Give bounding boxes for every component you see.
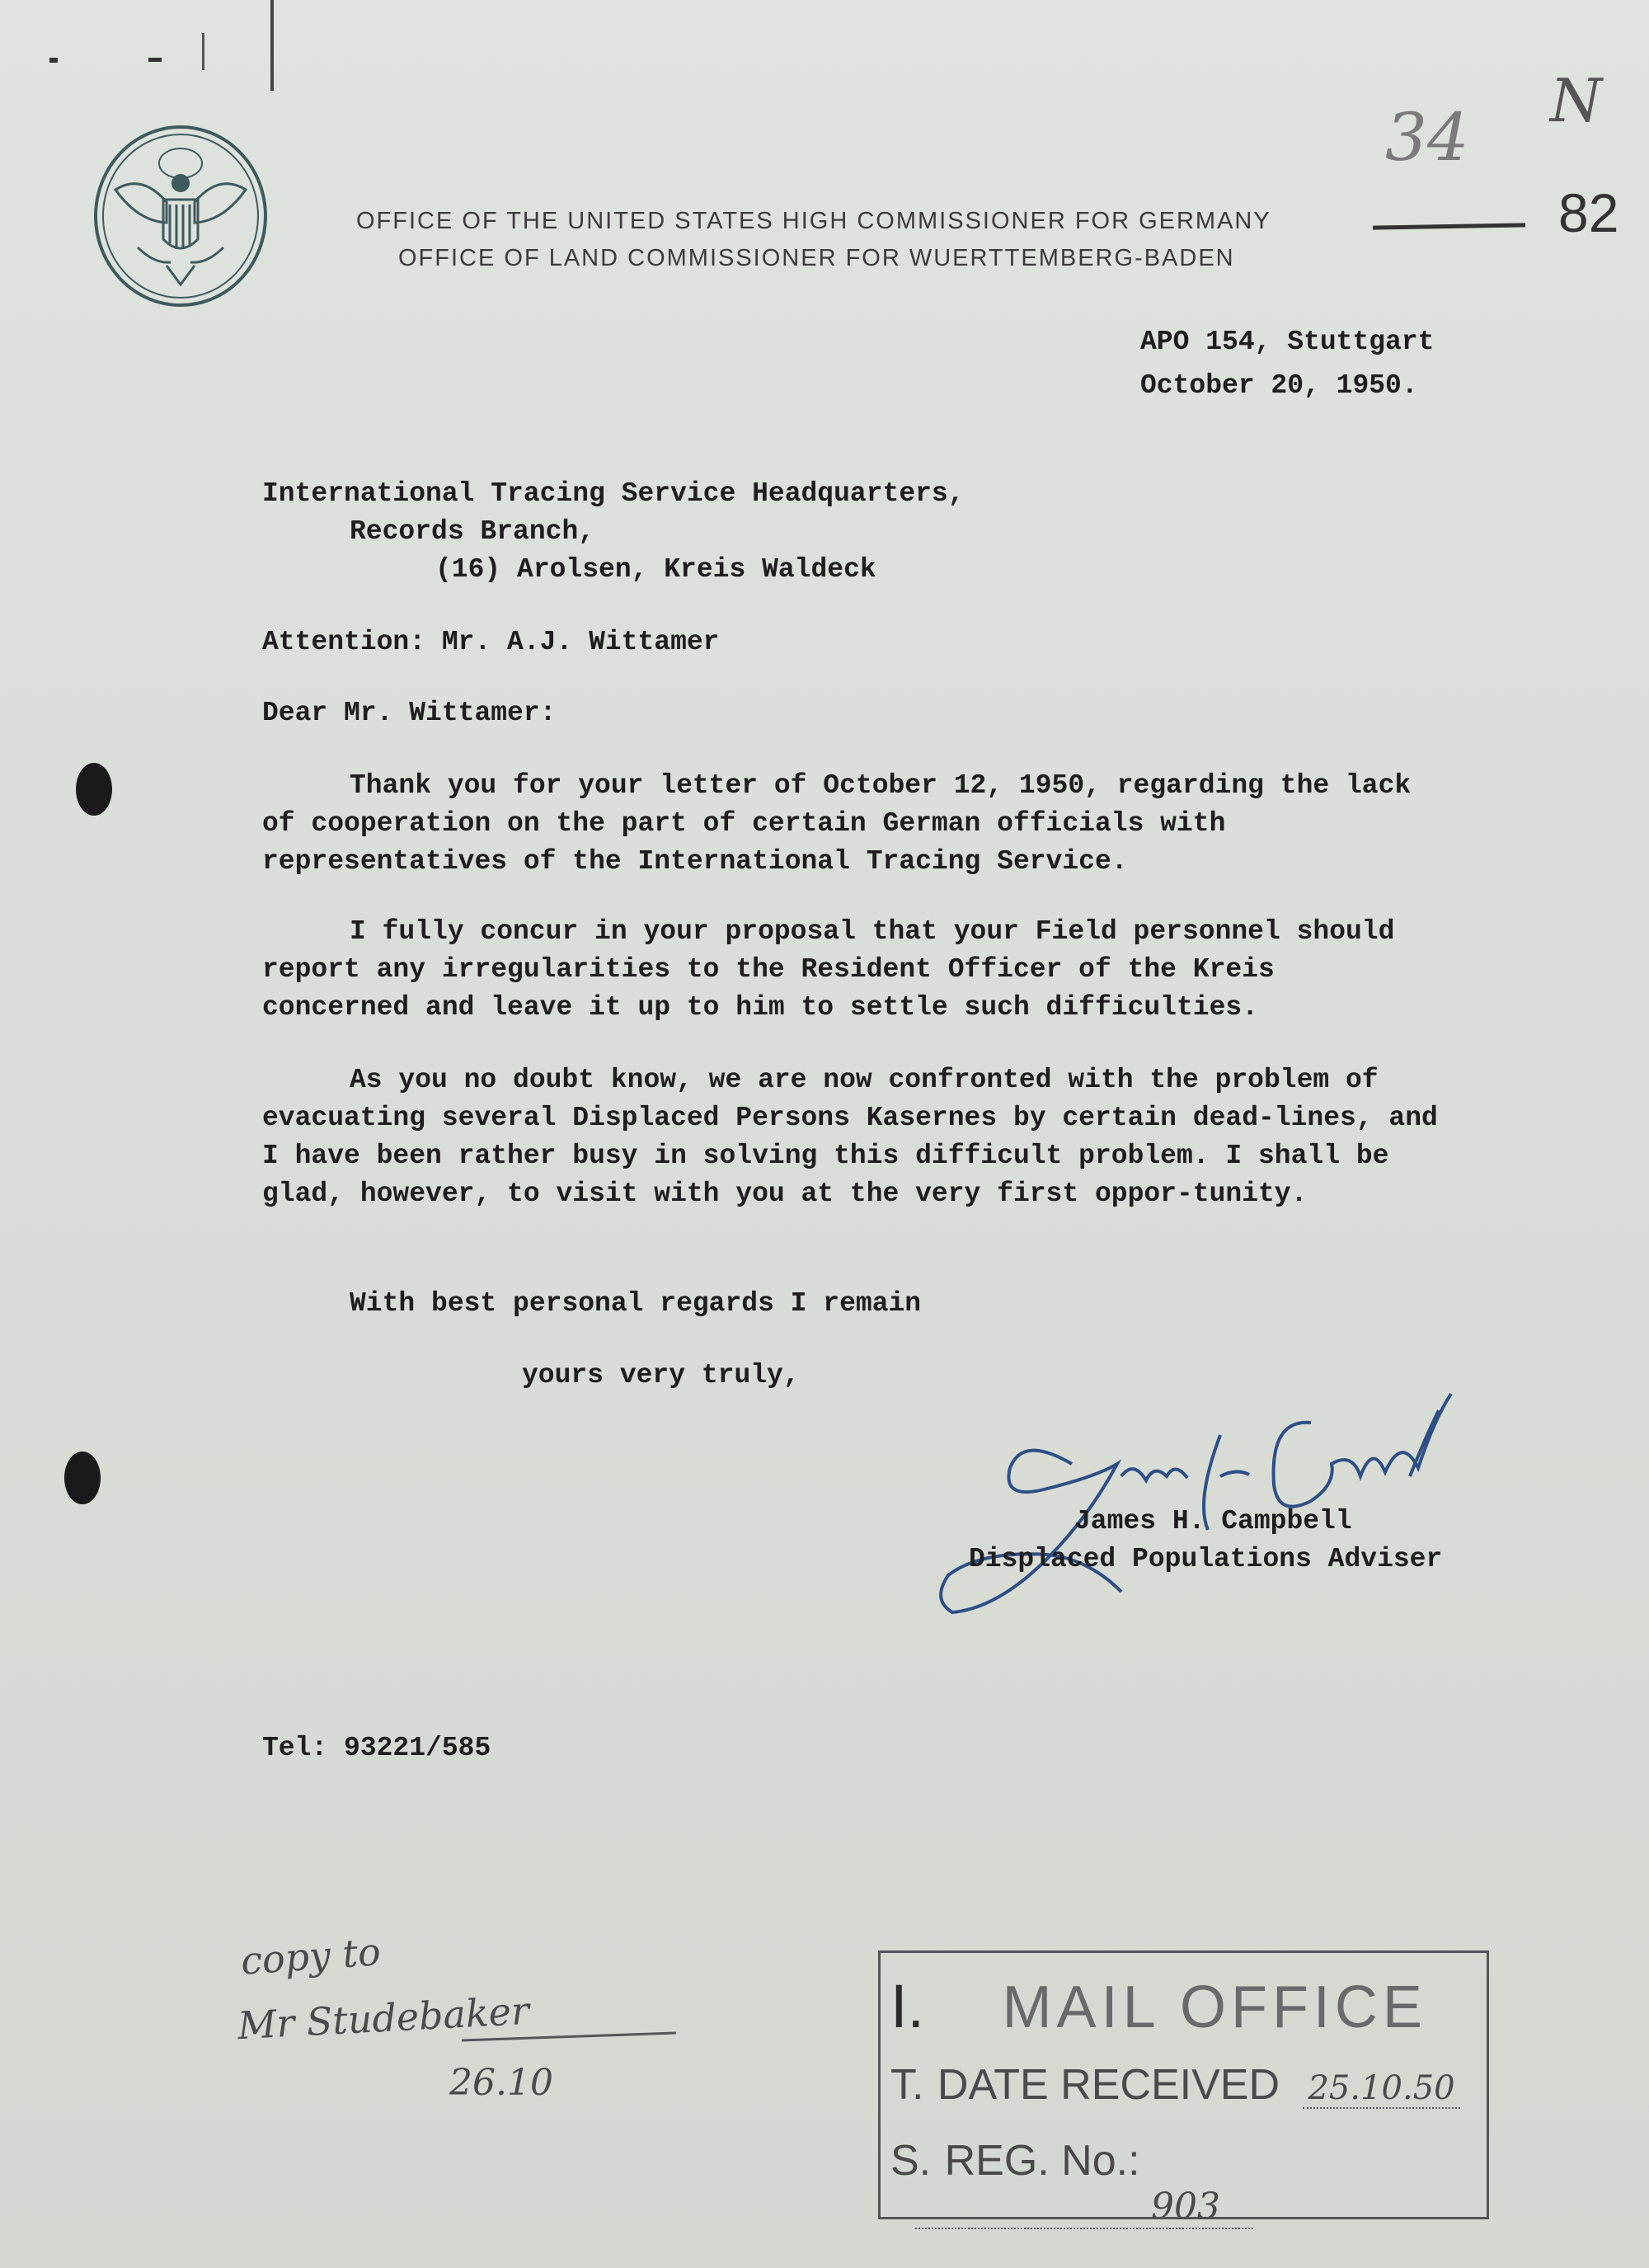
punch-hole	[76, 763, 112, 816]
recipient-line-3: (16) Arolsen, Kreis Waldeck	[435, 554, 876, 585]
body-paragraph-3: As you no doubt know, we are now confronted with the problem of evacuating several Displaced Persons Kasernes by certain dead-lines, and I have been rather busy in solving this difficult problem. I shall be glad, however, to visit with you at the very first oppor-tunity.	[262, 1065, 1438, 1209]
stamp-row-3	[890, 2136, 1487, 2229]
us-great-seal-icon	[92, 124, 270, 309]
punch-hole	[64, 1452, 101, 1504]
signatory-title: Displaced Populations Adviser	[969, 1544, 1443, 1574]
stamp-date-received-value: 25.10.50	[1303, 2069, 1459, 2109]
recipient-line-2: Records Branch,	[350, 516, 595, 547]
stamp-row-1	[890, 1971, 1427, 2041]
handwritten-underline	[1373, 223, 1525, 229]
handwritten-copy-recipient: Mr Studebaker	[236, 1988, 531, 2049]
handwritten-file-number: 34	[1385, 99, 1469, 176]
attention-line: Attention: Mr. A.J. Wittamer	[262, 627, 720, 657]
edge-mark	[148, 58, 162, 62]
stamp-mail-office: MAIL OFFICE	[1002, 1974, 1427, 2040]
dateline-date: October 20, 1950.	[1140, 370, 1418, 401]
handwritten-initials: N	[1550, 66, 1602, 135]
letterhead-line-2: OFFICE OF LAND COMMISSIONER FOR WUERTTEMBERG-BADEN	[398, 245, 1235, 271]
body-paragraph-4: With best personal regards I remain	[350, 1288, 922, 1319]
edge-mark	[202, 33, 204, 70]
mail-office-stamp	[878, 1950, 1489, 2228]
stamp-date-received-label: DATE RECEIVED	[937, 2061, 1280, 2109]
stamp-letter-t: T.	[890, 2061, 924, 2109]
stamp-letter-s: S.	[890, 2137, 932, 2185]
letterhead-line-1: OFFICE OF THE UNITED STATES HIGH COMMISSIONER FOR GERMANY	[356, 208, 1271, 234]
handwritten-copy-to: copy to	[239, 1929, 383, 1983]
recipient-line-1: International Tracing Service Headquarters,	[262, 478, 965, 509]
closing: yours very truly,	[522, 1360, 800, 1390]
stamp-reg-no-value: 903	[915, 2186, 1253, 2229]
body-paragraph-2: I fully concur in your proposal that your Field personnel should report any irregularities to the Resident Officer of the Kreis concerned and leave it up to him to settle such difficulties.	[262, 916, 1395, 1023]
dateline-place: APO 154, Stuttgart	[1140, 327, 1435, 357]
page-number: 82	[1558, 182, 1619, 243]
stamp-reg-no-label: REG. No.:	[944, 2137, 1140, 2185]
body-paragraph-1: Thank you for your letter of October 12, 1950, regarding the lack of cooperation on the part of certain German officials with representatives of the International Tracing Service.	[262, 770, 1412, 877]
edge-mark	[49, 58, 58, 63]
handwritten-date: 26.10	[449, 2062, 553, 2104]
edge-mark	[270, 0, 274, 91]
stamp-row-2	[890, 2060, 1460, 2110]
stamp-letter-i: I.	[890, 1972, 925, 2040]
telephone-number: Tel: 93221/585	[262, 1733, 491, 1763]
signatory-name: James H. Campbell	[1074, 1506, 1352, 1536]
salutation: Dear Mr. Wittamer:	[262, 698, 557, 728]
